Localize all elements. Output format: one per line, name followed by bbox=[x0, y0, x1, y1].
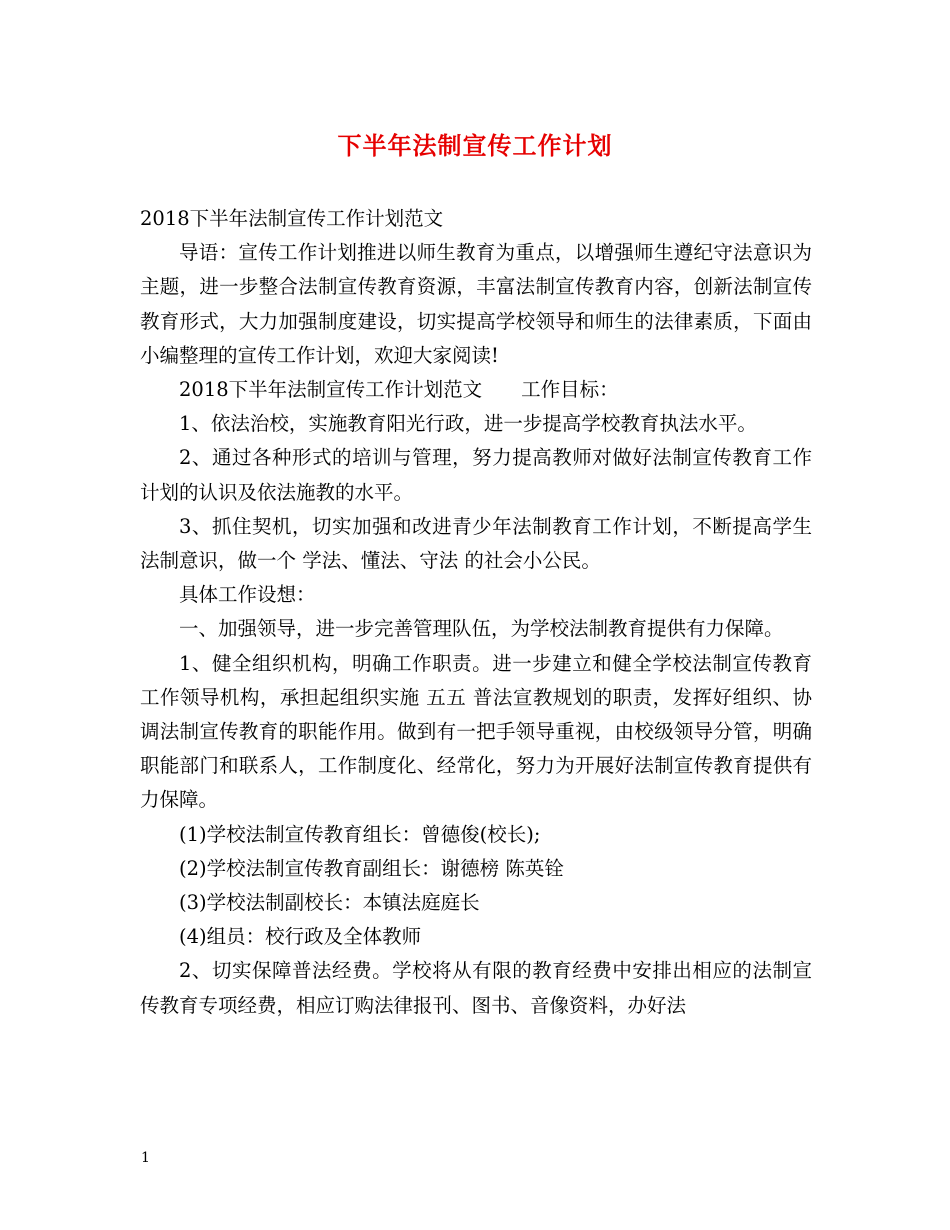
paragraph-member-2: (2)学校法制宣传教育副组长：谢德榜 陈英铨 bbox=[179, 856, 564, 880]
paragraph-member-3: (3)学校法制副校长：本镇法庭庭长 bbox=[179, 891, 480, 915]
paragraph-organization: 1、健全组织机构，明确工作职责。进一步建立和健全学校法制宣传教育工作领导机构，承担起组织实施 五五 普法宣教规划的职责，发挥好组织、协调法制宣传教育的职能作用。做到有一把手领导重视，由校级领导分管，明确职能部门和联系人，工作制度化、经常化，努力为开展好法制宣传教育提供有力保障。 bbox=[140, 651, 812, 812]
paragraph-intro: 导语：宣传工作计划推进以师生教育为重点，以增强师生遵纪守法意识为主题，进一步整合法制宣传教育资源，丰富法制宣传教育内容，创新法制宣传教育形式，大力加强制度建设，切实提高学校领导和师生的法律素质，下面由小编整理的宣传工作计划，欢迎大家阅读! bbox=[140, 241, 812, 367]
paragraph-member-1: (1)学校法制宣传教育组长：曾德俊(校长); bbox=[179, 822, 541, 846]
paragraph-goal-2: 2、通过各种形式的培训与管理，努力提高教师对做好法制宣传教育工作计划的认识及依法施教的水平。 bbox=[140, 446, 812, 504]
paragraph-plan-heading: 具体工作设想： bbox=[179, 583, 316, 607]
paragraph-work-goals: 2018下半年法制宣传工作计划范文 工作目标： bbox=[179, 378, 619, 402]
paragraph-section-1: 一、加强领导，进一步完善管理队伍，为学校法制教育提供有力保障。 bbox=[179, 617, 784, 641]
document-title: 下半年法制宣传工作计划 bbox=[337, 131, 613, 160]
paragraph-heading: 2018下半年法制宣传工作计划范文 bbox=[140, 207, 444, 230]
paragraph-goal-3: 3、抓住契机，切实加强和改进青少年法制教育工作计划，不断提高学生法制意识，做一个 学法、懂法、守法 的社会小公民。 bbox=[140, 514, 812, 573]
page-number: 1 bbox=[141, 1150, 150, 1166]
paragraph-goal-1: 1、依法治校，实施教育阳光行政，进一步提高学校教育执法水平。 bbox=[179, 412, 757, 436]
paragraph-funding: 2、切实保障普法经费。学校将从有限的教育经费中安排出相应的法制宣传教育专项经费，相应订购法律报刊、图书、音像资料，办好法 bbox=[140, 959, 812, 1017]
paragraph-member-4: (4)组员：校行政及全体教师 bbox=[179, 925, 422, 949]
document-body bbox=[140, 202, 812, 1023]
